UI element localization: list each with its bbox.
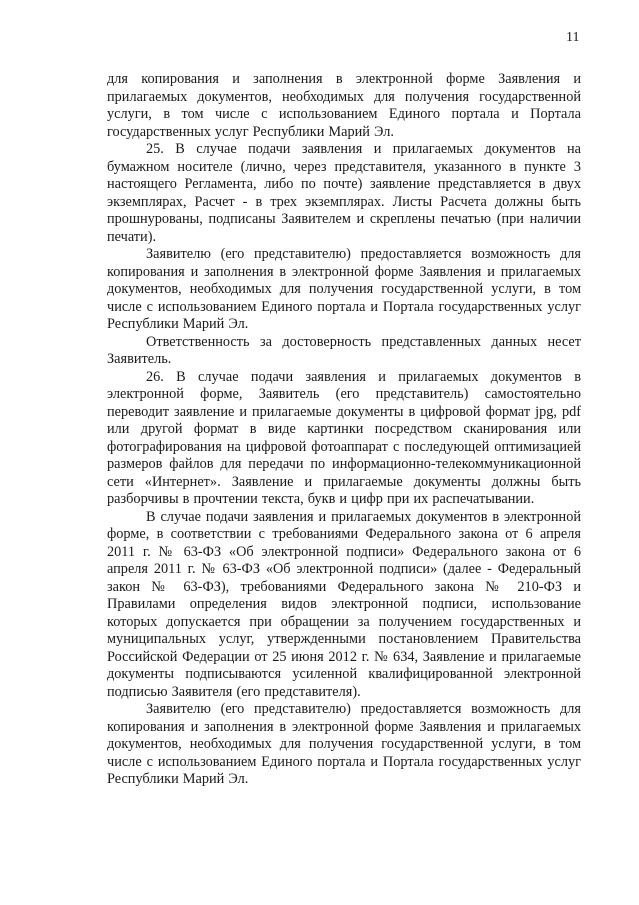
document-body — [107, 71, 581, 789]
paragraph-copy-fill-option-repeat: Заявителю (его представителю) предоставляется возможность для копирования и заполнения в электронной форме Заявления и прилагаемых документов, необходимых для получения государственной услуги, в том числе с использованием Единого портала и Портала государственных услуг Республики Марий Эл. — [107, 701, 581, 787]
paragraph-responsibility: Ответственность за достоверность представленных данных несет Заявитель. — [107, 333, 581, 367]
paragraph-item-26: 26. В случае подачи заявления и прилагаемых документов в электронной форме, Заявитель (его представитель) самостоятельно переводит заявление и прилагаемые документы в цифровой формат jpg, pdf или другой формат в виде картинки посредством сканирования или фотографирования на цифровой фотоаппарат с последующей оптимизацией размеров файлов для передачи по информационно-телекоммуникационной сети «Интернет». Заявление и прилагаемые документы должны быть разборчивы в прочтении текста, букв и цифр при их распечатывании. — [107, 368, 581, 507]
paragraph-continuation: для копирования и заполнения в электронной форме Заявления и прилагаемых документов, необходимых для получения государственной услуги, в том числе с использованием Единого портала и Портала государственных услуг Республики Марий Эл. — [107, 71, 581, 140]
page-number: 11 — [566, 30, 580, 45]
paragraph-copy-fill-option: Заявителю (его представителю) предоставляется возможность для копирования и заполнения в электронной форме Заявления и прилагаемых документов, необходимых для получения государственной услуги, в том числе с использованием Единого портала и Портала государственных услуг Республики Марий Эл. — [107, 246, 581, 332]
paragraph-electronic-signature: В случае подачи заявления и прилагаемых документов в электронной форме, в соответствии с требованиями Федерального закона от 6 апреля 2011 г. № 63-ФЗ «Об электронной подписи» Федерального закона от 6 апреля 2011 г. № 63-ФЗ «Об электронной подписи» (далее - Федеральный закон № 63-ФЗ), требованиями Федерального закона № 210-ФЗ и Правилами определения видов электронной подписи, использование которых допускается при обращении за получением государственных и муниципальных услуг, утвержденными постановлением Правительства Российской Федерации от 25 июня 2012 г. № 634, Заявление и прилагаемые документы подписываются усиленной квалифицированной электронной подписью Заявителя (его представителя). — [107, 508, 581, 700]
paragraph-item-25: 25. В случае подачи заявления и прилагаемых документов на бумажном носителе (лично, через представителя, указанного в пункте 3 настоящего Регламента, либо по почте) заявление представляется в двух экземплярах, Расчет - в трех экземплярах. Листы Расчета должны быть прошнурованы, подписаны Заявителем и скреплены печатью (при наличии печати). — [107, 141, 581, 245]
